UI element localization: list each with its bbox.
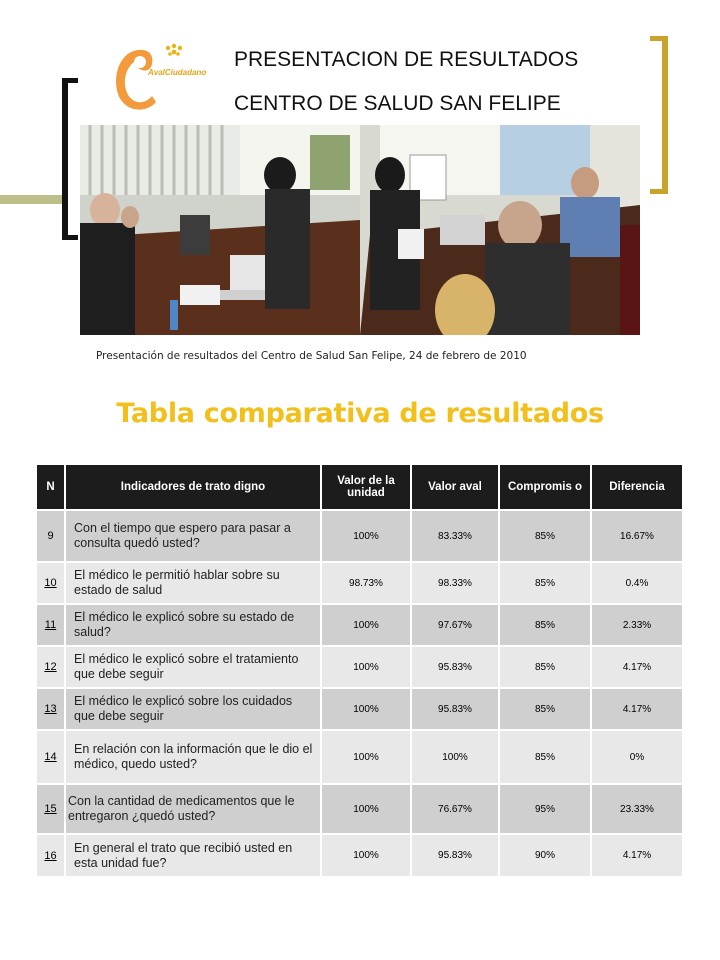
row-number: 10: [37, 562, 65, 604]
row-compromiso: 85%: [499, 562, 591, 604]
header-diferencia: Diferencia: [591, 465, 683, 510]
row-diferencia: 0%: [591, 730, 683, 784]
row-valor-aval: 98.33%: [411, 562, 499, 604]
header-compromiso: Compromis o: [499, 465, 591, 510]
table-row: [37, 604, 683, 646]
meeting-photo: [80, 125, 640, 335]
row-diferencia: 16.67%: [591, 510, 683, 562]
row-valor-aval: 76.67%: [411, 784, 499, 834]
row-compromiso: 85%: [499, 510, 591, 562]
table-row: [37, 730, 683, 784]
header-indicador: Indicadores de trato digno: [65, 465, 321, 510]
row-compromiso: 90%: [499, 834, 591, 876]
row-valor-aval: 95.83%: [411, 646, 499, 688]
right-bracket-decoration: [650, 36, 668, 194]
presentation-title: PRESENTACION DE RESULTADOS: [234, 48, 579, 71]
table-row: [37, 784, 683, 834]
row-indicator: En relación con la información que le dio el médico, quedo usted?: [65, 730, 321, 784]
table-row: [37, 510, 683, 562]
row-indicator: Con el tiempo que espero para pasar a consulta quedó usted?: [65, 510, 321, 562]
left-bracket-decoration: [62, 78, 78, 240]
row-valor-unidad: 100%: [321, 834, 411, 876]
row-number: 13: [37, 688, 65, 730]
row-valor-aval: 100%: [411, 730, 499, 784]
table-row: [37, 646, 683, 688]
row-number: 15: [37, 784, 65, 834]
table-row: [37, 688, 683, 730]
row-valor-unidad: 100%: [321, 646, 411, 688]
photo-caption: Presentación de resultados del Centro de Salud San Felipe, 24 de febrero de 2010: [96, 350, 527, 362]
header-n: N: [37, 465, 65, 510]
row-number: 12: [37, 646, 65, 688]
table-header-row: [37, 465, 683, 510]
row-compromiso: 85%: [499, 646, 591, 688]
row-number: 9: [37, 510, 65, 562]
row-indicator: El médico le permitió hablar sobre su estado de salud: [65, 562, 321, 604]
results-table: [37, 465, 684, 876]
row-valor-aval: 97.67%: [411, 604, 499, 646]
accent-line: [0, 195, 62, 204]
row-number: 11: [37, 604, 65, 646]
row-indicator: El médico le explicó sobre los cuidados que debe seguir: [65, 688, 321, 730]
row-diferencia: 2.33%: [591, 604, 683, 646]
row-valor-unidad: 98.73%: [321, 562, 411, 604]
header-valor-aval: Valor aval: [411, 465, 499, 510]
table-row: [37, 834, 683, 876]
row-diferencia: 4.17%: [591, 834, 683, 876]
row-valor-unidad: 100%: [321, 604, 411, 646]
row-compromiso: 85%: [499, 730, 591, 784]
health-center-title: CENTRO DE SALUD SAN FELIPE: [234, 92, 561, 115]
row-indicator: El médico le explicó sobre su estado de salud?: [65, 604, 321, 646]
row-indicator: El médico le explicó sobre el tratamiento que debe seguir: [65, 646, 321, 688]
row-valor-aval: 95.83%: [411, 834, 499, 876]
row-valor-aval: 83.33%: [411, 510, 499, 562]
row-valor-unidad: 100%: [321, 730, 411, 784]
row-number: 14: [37, 730, 65, 784]
row-diferencia: 0.4%: [591, 562, 683, 604]
row-indicator: En general el trato que recibió usted en esta unidad fue?: [65, 834, 321, 876]
row-diferencia: 23.33%: [591, 784, 683, 834]
row-valor-unidad: 100%: [321, 688, 411, 730]
row-compromiso: 85%: [499, 604, 591, 646]
row-diferencia: 4.17%: [591, 688, 683, 730]
section-title: Tabla comparativa de resultados: [116, 398, 604, 429]
row-valor-aval: 95.83%: [411, 688, 499, 730]
aval-ciudadano-logo: [108, 38, 208, 118]
row-compromiso: 95%: [499, 784, 591, 834]
row-diferencia: 4.17%: [591, 646, 683, 688]
row-indicator: Con la cantidad de medicamentos que le entregaron ¿quedó usted?: [65, 784, 321, 834]
row-compromiso: 85%: [499, 688, 591, 730]
row-valor-unidad: 100%: [321, 510, 411, 562]
row-number: 16: [37, 834, 65, 876]
row-valor-unidad: 100%: [321, 784, 411, 834]
logo-text: AvalCiudadano: [148, 68, 207, 77]
header-valor-unidad: Valor de la unidad: [321, 465, 411, 510]
table-row: [37, 562, 683, 604]
